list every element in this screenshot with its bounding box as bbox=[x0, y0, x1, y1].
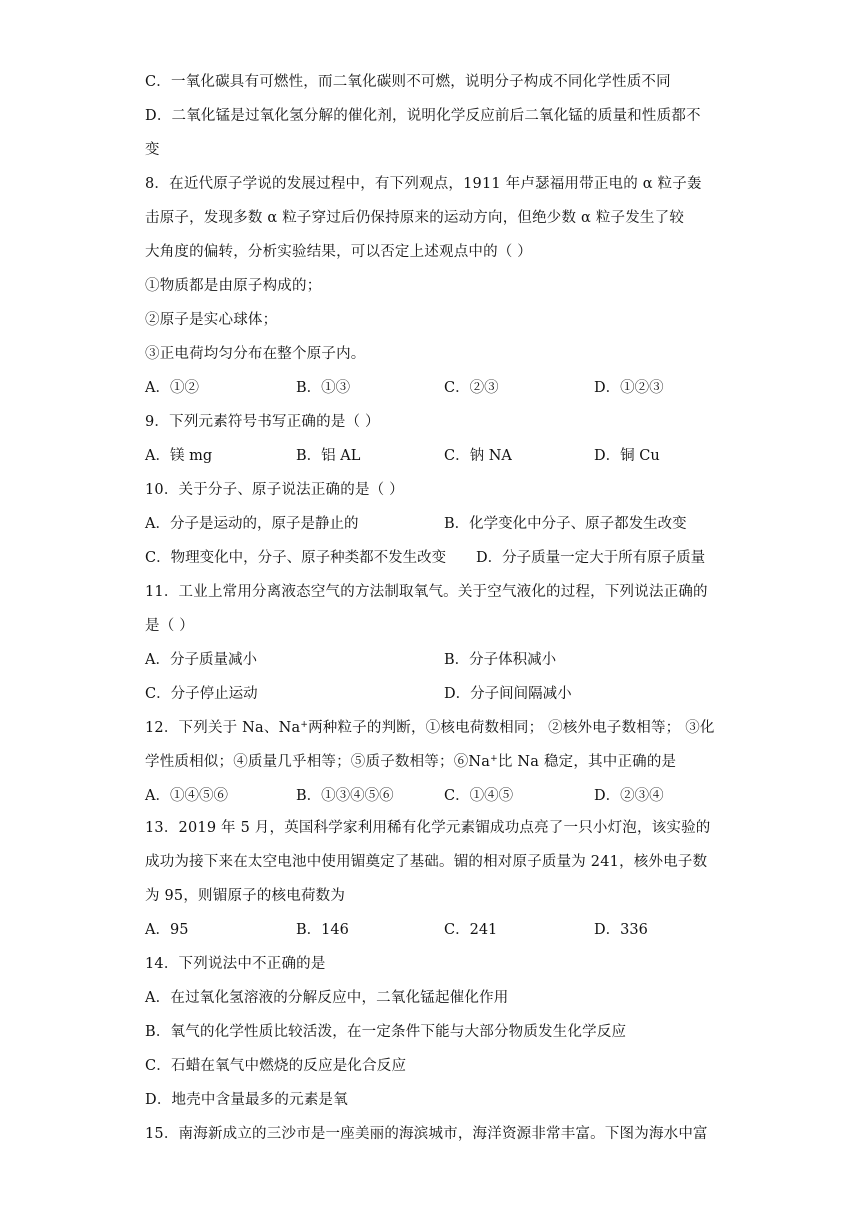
q8-statement-2: ②原子是实心球体； bbox=[145, 312, 278, 328]
q14-option-d: D．地壳中含量最多的元素是氧 bbox=[145, 1092, 348, 1108]
q14-option-c: C．石蜡在氧气中燃烧的反应是化合反应 bbox=[145, 1058, 407, 1074]
q7-option-d-line1: D．二氧化锰是过氧化氢分解的催化剂，说明化学反应前后二氧化锰的质量和性质都不 bbox=[145, 108, 701, 124]
q9-option-c: C．钠 NA bbox=[444, 448, 512, 464]
q13-option-d: D．336 bbox=[594, 922, 648, 938]
q12-stem-line2 bbox=[145, 752, 676, 772]
plus-superscript: + bbox=[490, 754, 498, 764]
q12-option-d: D．②③④ bbox=[594, 788, 664, 804]
q11-option-a: A．分子质量减小 bbox=[145, 652, 257, 668]
q15-stem-line1: 15．南海新成立的三沙市是一座美丽的海滨城市，海洋资源非常丰富。下图为海水中富 bbox=[145, 1126, 708, 1142]
q12-line2-start: 学性质相似；④质量几乎相等；⑤质子数相等；⑥Na bbox=[145, 754, 491, 770]
q12-option-a: A．①④⑤⑥ bbox=[145, 788, 228, 804]
q11-option-d: D．分子间间隔减小 bbox=[444, 686, 572, 702]
q10-option-b: B．化学变化中分子、原子都发生改变 bbox=[444, 516, 687, 532]
q13-stem-line3: 为 95，则镅原子的核电荷数为 bbox=[145, 888, 346, 904]
q9-option-d: D．铜 Cu bbox=[594, 448, 660, 464]
q10-option-d: D．分子质量一定大于所有原子质量 bbox=[476, 550, 706, 566]
q12-option-b: B．①③④⑤⑥ bbox=[296, 788, 394, 804]
q10-option-a: A．分子是运动的，原子是静止的 bbox=[145, 516, 359, 532]
q8-stem-line1: 8．在近代原子学说的发展过程中，有下列观点，1911 年卢瑟福用带正电的 α 粒子轰 bbox=[145, 176, 702, 192]
q10-option-c: C．物理变化中，分子、原子种类都不发生改变 bbox=[145, 550, 447, 566]
q9-option-a: A．镁 mg bbox=[145, 448, 213, 464]
q9-stem: 9．下列元素符号书写正确的是（ ） bbox=[145, 414, 380, 430]
q8-option-c: C．②③ bbox=[444, 380, 499, 396]
q13-stem-line2: 成功为接下来在太空电池中使用镅奠定了基础。镅的相对原子质量为 241，核外电子数 bbox=[145, 854, 708, 870]
q12-line1-start: 12．下列关于 Na、Na bbox=[145, 720, 301, 736]
q14-option-b: B．氧气的化学性质比较活泼，在一定条件下能与大部分物质发生化学反应 bbox=[145, 1024, 627, 1040]
q12-stem-line1 bbox=[145, 718, 715, 738]
q12-line2-end: 比 Na 稳定，其中正确的是 bbox=[497, 754, 677, 770]
q9-option-b: B．铝 AL bbox=[296, 448, 361, 464]
q8-statement-3: ③正电荷均匀分布在整个原子内。 bbox=[145, 346, 366, 362]
q12-line1-end: 两种粒子的判断，①核电荷数相同； ②核外电子数相等； ③化 bbox=[308, 720, 715, 736]
q8-option-d: D．①②③ bbox=[594, 380, 664, 396]
q14-stem: 14．下列说法中不正确的是 bbox=[145, 956, 326, 972]
q8-option-a: A．①② bbox=[145, 380, 199, 396]
q11-stem-line1: 11．工业上常用分离液态空气的方法制取氧气。关于空气液化的过程，下列说法正确的 bbox=[145, 584, 708, 600]
plus-superscript: + bbox=[300, 720, 309, 730]
q13-option-b: B．146 bbox=[296, 922, 349, 938]
q8-stem-line3: 大角度的偏转，分析实验结果，可以否定上述观点中的（ ） bbox=[145, 244, 533, 260]
q8-option-b: B．①③ bbox=[296, 380, 351, 396]
q13-option-a: A．95 bbox=[145, 922, 189, 938]
q10-stem: 10．关于分子、原子说法正确的是（ ） bbox=[145, 482, 404, 498]
q13-stem-line1: 13．2019 年 5 月，英国科学家利用稀有化学元素镅成功点亮了一只小灯泡，该实验的 bbox=[145, 820, 711, 836]
q12-option-c: C．①④⑤ bbox=[444, 788, 514, 804]
q13-option-c: C．241 bbox=[444, 922, 498, 938]
q7-option-c: C．一氧化碳具有可燃性，而二氧化碳则不可燃，说明分子构成不同化学性质不同 bbox=[145, 74, 671, 90]
q11-option-c: C．分子停止运动 bbox=[145, 686, 258, 702]
q7-option-d-line2: 变 bbox=[145, 142, 160, 158]
q14-option-a: A．在过氧化氢溶液的分解反应中，二氧化锰起催化作用 bbox=[145, 990, 509, 1006]
q8-statement-1: ①物质都是由原子构成的； bbox=[145, 278, 322, 294]
q11-stem-line2: 是（ ） bbox=[145, 618, 194, 634]
q8-stem-line2: 击原子，发现多数 α 粒子穿过后仍保持原来的运动方向，但绝少数 α 粒子发生了较 bbox=[145, 210, 685, 226]
q11-option-b: B．分子体积减小 bbox=[444, 652, 557, 668]
